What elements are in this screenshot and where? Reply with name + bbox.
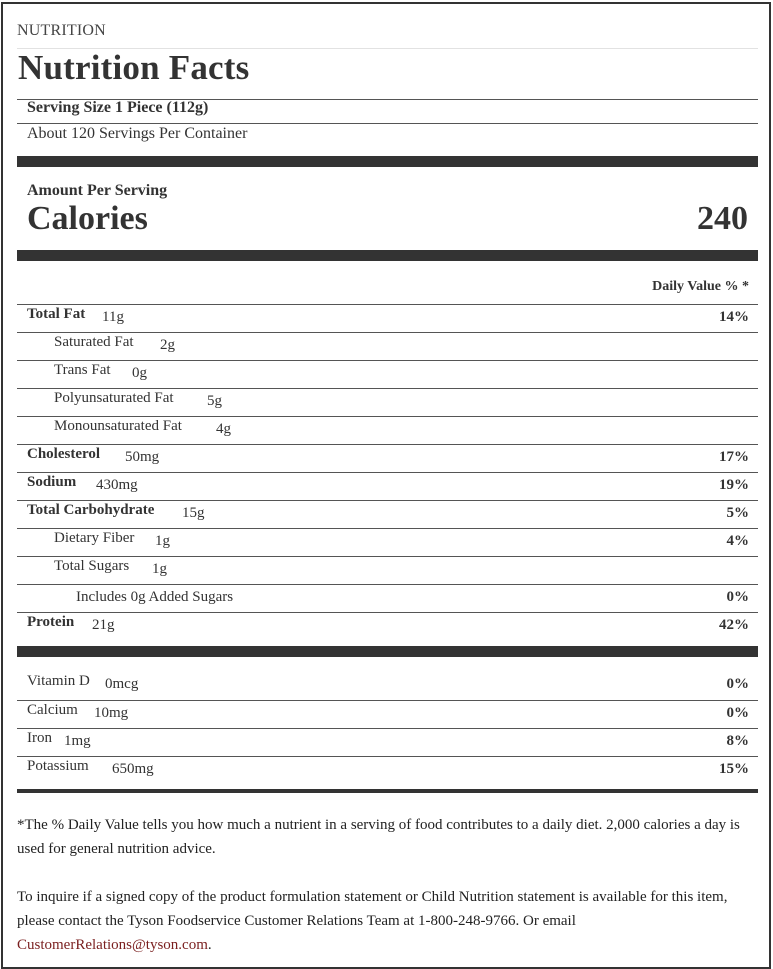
nutrient-name: Saturated Fat bbox=[54, 334, 134, 350]
medium-divider bbox=[17, 789, 758, 793]
calories-label: Calories bbox=[27, 200, 148, 237]
nutrient-name: Trans Fat bbox=[54, 362, 111, 378]
nutrient-amount: 21g bbox=[92, 617, 115, 633]
vitamin-row-iron bbox=[17, 728, 758, 756]
nutrient-amount: 2g bbox=[160, 337, 175, 353]
nutrient-dv: 19% bbox=[719, 477, 749, 493]
nutrient-dv: 5% bbox=[726, 505, 749, 521]
serving-size: Serving Size 1 Piece (112g) bbox=[27, 99, 209, 116]
nutrient-dv: 4% bbox=[726, 533, 749, 549]
vitamin-dv: 0% bbox=[726, 676, 749, 692]
vitamin-name: Calcium bbox=[27, 702, 78, 718]
nutrient-amount: 4g bbox=[216, 421, 231, 437]
thick-divider bbox=[17, 250, 758, 261]
nutrient-dv: 14% bbox=[719, 309, 749, 325]
vitamin-row-vitamin-d bbox=[17, 672, 758, 700]
amount-per-serving: Amount Per Serving bbox=[27, 182, 168, 199]
nutrient-name: Protein bbox=[27, 614, 75, 630]
nutrient-name: Sodium bbox=[27, 474, 77, 490]
nutrient-name: Total Carbohydrate bbox=[27, 502, 155, 518]
nutrient-name: Total Fat bbox=[27, 306, 86, 322]
vitamin-row-potassium bbox=[17, 756, 758, 784]
nutrient-amount: 50mg bbox=[125, 449, 160, 465]
nutrient-row-total-carbohydrate bbox=[17, 500, 758, 528]
vitamin-dv: 15% bbox=[719, 761, 749, 777]
daily-value-footnote: *The % Daily Value tells you how much a nutrient in a serving of food contributes to a daily diet. 2,000 calories a day is used for general nutrition advice. bbox=[17, 817, 740, 857]
vitamin-dv: 0% bbox=[726, 705, 749, 721]
nutrient-name: Polyunsaturated Fat bbox=[54, 390, 174, 406]
nutrient-amount: 1g bbox=[155, 533, 170, 549]
nutrient-row-total-sugars bbox=[17, 556, 758, 584]
customer-relations-email-link[interactable]: CustomerRelations@tyson.com bbox=[17, 937, 208, 953]
inquire-suffix: . bbox=[207, 937, 212, 953]
vitamin-name: Iron bbox=[27, 730, 52, 746]
inquire-note bbox=[17, 885, 758, 957]
nutrient-amount: 0g bbox=[132, 365, 147, 381]
nutrient-row-trans-fat bbox=[17, 360, 758, 388]
nutrient-row-monounsaturated-fat bbox=[17, 416, 758, 444]
nutrient-name: Cholesterol bbox=[27, 446, 101, 462]
nutrient-name: Dietary Fiber bbox=[54, 530, 135, 546]
vitamin-amount: 0mcg bbox=[105, 676, 139, 692]
vitamin-name: Potassium bbox=[27, 758, 89, 774]
vitamin-amount: 10mg bbox=[94, 705, 129, 721]
nutrient-name: Total Sugars bbox=[54, 558, 130, 574]
nutrient-row-polyunsaturated-fat bbox=[17, 388, 758, 416]
nutrient-row-cholesterol bbox=[17, 444, 758, 472]
nutrient-dv: 42% bbox=[719, 617, 749, 633]
calories-value: 240 bbox=[697, 200, 748, 237]
vitamin-amount: 1mg bbox=[64, 733, 91, 749]
nutrient-amount: 5g bbox=[207, 393, 222, 409]
nutrient-dv: 17% bbox=[719, 449, 749, 465]
vitamin-row-calcium bbox=[17, 700, 758, 728]
vitamin-dv: 8% bbox=[726, 733, 749, 749]
nutrient-amount: 11g bbox=[102, 309, 124, 325]
nutrient-row-protein bbox=[17, 612, 758, 640]
nutrient-amount: 430mg bbox=[96, 477, 138, 493]
nutrient-row-saturated-fat bbox=[17, 332, 758, 360]
daily-value-header: Daily Value % * bbox=[652, 279, 749, 294]
thick-divider bbox=[17, 156, 758, 167]
thick-divider bbox=[17, 646, 758, 657]
inquire-text: To inquire if a signed copy of the product formulation statement or Child Nutrition statement is available for this item, please contact the Tyson Foodservice Customer Relations Team at 1-800-248-9766. Or email bbox=[17, 889, 728, 929]
page-title: Nutrition Facts bbox=[18, 48, 250, 87]
nutrient-row-added-sugars bbox=[17, 584, 758, 612]
nutrient-row-sodium bbox=[17, 472, 758, 500]
nutrient-amount: 15g bbox=[182, 505, 205, 521]
nutrient-row-dietary-fiber bbox=[17, 528, 758, 556]
vitamin-amount: 650mg bbox=[112, 761, 154, 777]
nutrient-name: Includes 0g Added Sugars bbox=[76, 589, 234, 605]
section-label: NUTRITION bbox=[17, 22, 106, 39]
nutrient-row-total-fat bbox=[17, 304, 758, 332]
servings-per-container: About 120 Servings Per Container bbox=[27, 125, 248, 142]
vitamin-name: Vitamin D bbox=[27, 673, 90, 689]
nutrient-amount: 1g bbox=[152, 561, 167, 577]
nutrient-dv: 0% bbox=[726, 589, 749, 605]
nutrient-name: Monounsaturated Fat bbox=[54, 418, 182, 434]
divider bbox=[17, 123, 758, 124]
